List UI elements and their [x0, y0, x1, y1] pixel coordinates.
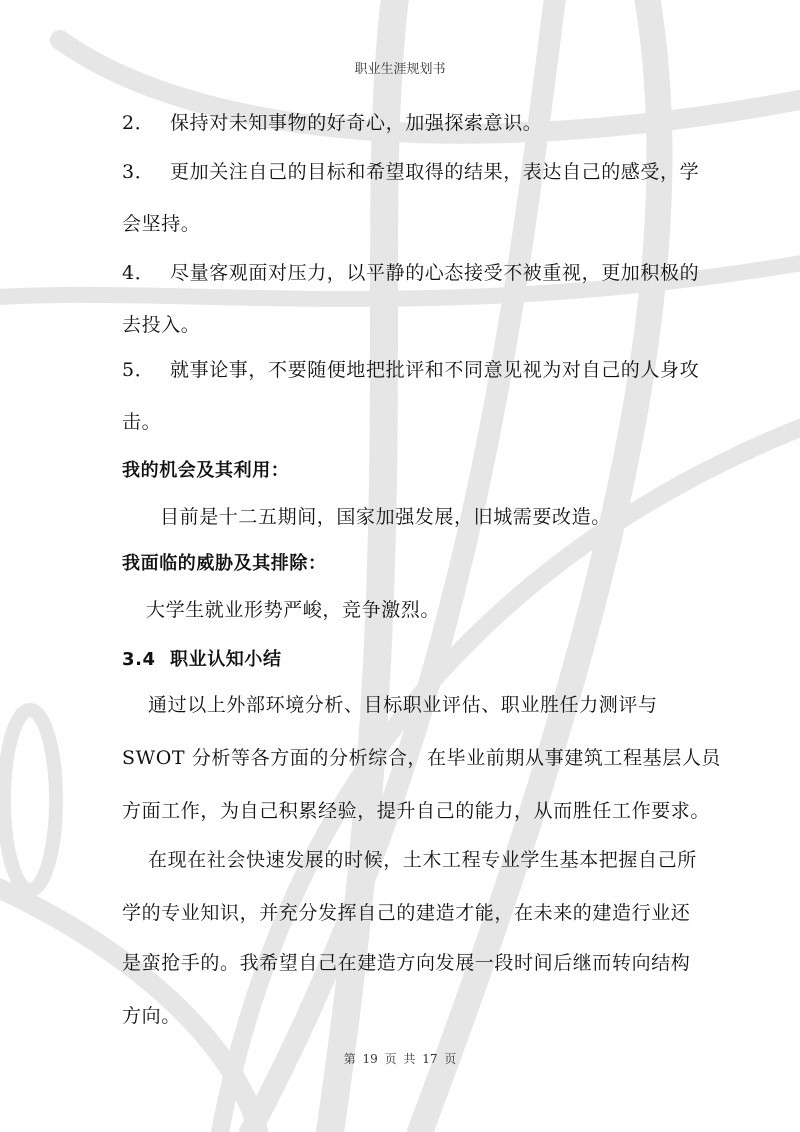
paragraph-line: 是蛮抢手的。我希望自己在建造方向发展一段时间后继而转向结构	[122, 952, 691, 974]
section-number: 3.4	[122, 649, 156, 670]
page-footer: 第 19 页 共 17 页	[343, 1052, 457, 1066]
section-title: 职业认知小结	[170, 649, 282, 670]
list-number: 2．	[122, 112, 155, 134]
threat-text: 大学生就业形势严峻，竞争激烈。	[146, 599, 441, 621]
page-header: 职业生涯规划书	[354, 62, 446, 77]
list-number: 4．	[122, 262, 155, 284]
opportunity-text: 目前是十二五期间，国家加强发展，旧城需要改造。	[160, 506, 611, 528]
list-number: 5．	[122, 359, 155, 381]
threat-heading: 我面临的威胁及其排除：	[122, 553, 327, 574]
list-item	[122, 258, 699, 285]
paragraph-line: 在现在社会快速发展的时候，土木工程专业学生基本把握自己所	[148, 849, 697, 871]
paragraph-line: SWOT 分析等各方面的分析综合，在毕业前期从事建筑工程基层人员	[122, 747, 722, 769]
paragraph-line: 方向。	[122, 1005, 181, 1027]
list-item	[122, 355, 699, 382]
list-text: 尽量客观面对压力，以平静的心态接受不被重视，更加积极的	[170, 262, 700, 284]
paragraph-line: 学的专业知识，并充分发挥自己的建造才能，在未来的建造行业还	[122, 902, 691, 924]
list-item-continuation: 去投入。	[122, 314, 201, 336]
list-item-continuation: 会坚持。	[122, 213, 201, 235]
section-heading	[122, 645, 282, 671]
list-item-continuation: 击。	[122, 411, 162, 433]
list-number: 3．	[122, 161, 155, 183]
list-item	[122, 108, 542, 135]
list-text: 就事论事，不要随便地把批评和不同意见视为对自己的人身攻	[170, 359, 700, 381]
opportunity-heading: 我的机会及其利用：	[122, 460, 290, 481]
paragraph-line: 方面工作，为自己积累经验，提升自己的能力，从而胜任工作要求。	[122, 800, 711, 822]
list-text: 保持对未知事物的好奇心，加强探索意识。	[170, 112, 543, 134]
list-text: 更加关注自己的目标和希望取得的结果，表达自己的感受，学	[170, 161, 700, 183]
paragraph-line: 通过以上外部环境分析、目标职业评估、职业胜任力测评与	[148, 694, 658, 716]
list-item	[122, 157, 699, 184]
